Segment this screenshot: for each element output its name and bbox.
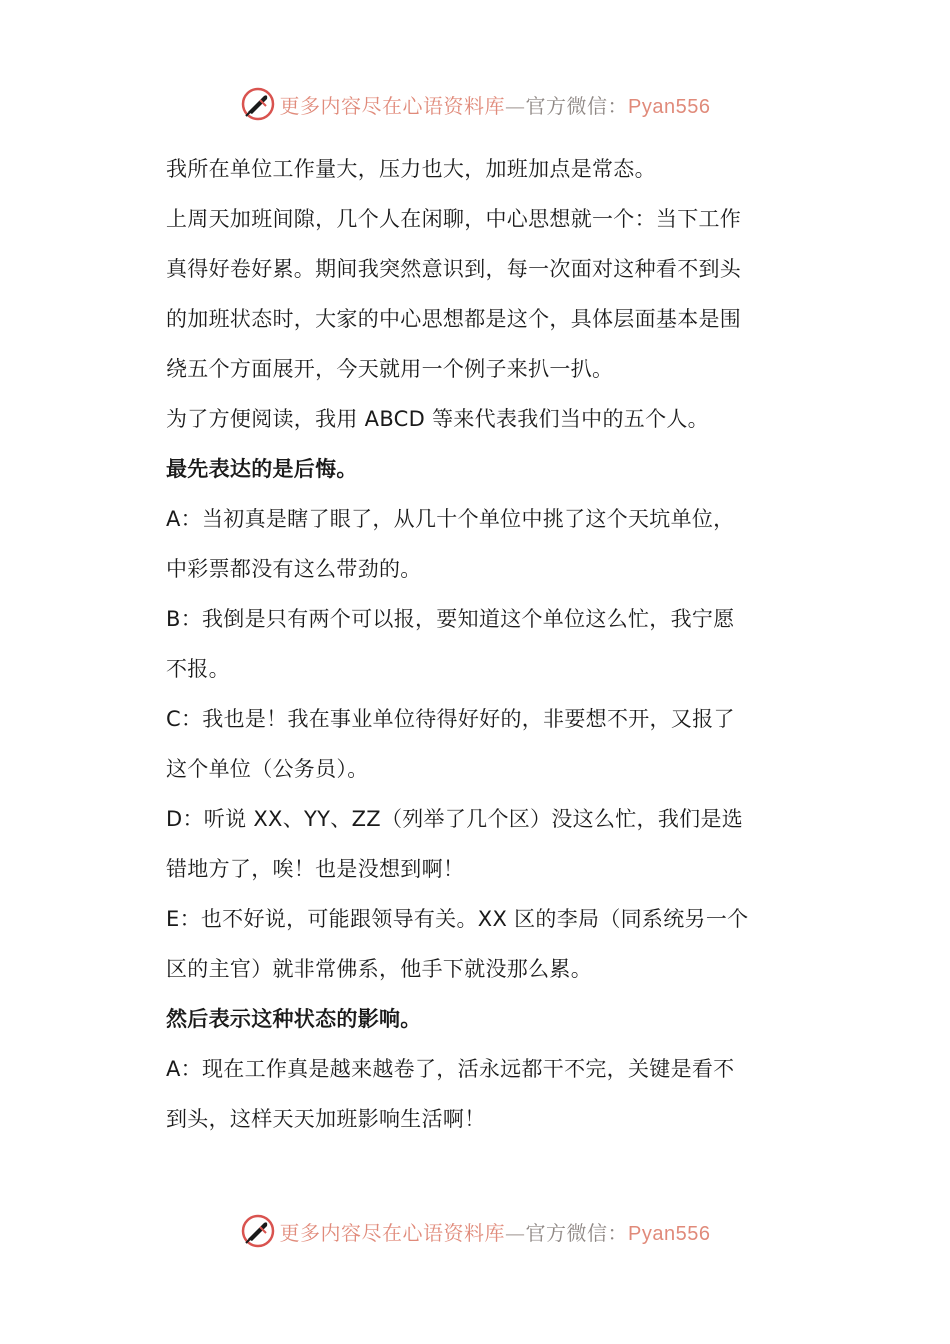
- section-heading: 然后表示这种状态的影响。: [166, 1007, 422, 1031]
- paragraph-line: 这个单位（公务员）。: [166, 757, 369, 781]
- watermark-main-text: 更多内容尽在心语资料库: [279, 1220, 506, 1245]
- footer-watermark: [0, 1211, 950, 1251]
- paragraph-line: C：我也是！我在事业单位待得好好的，非要想不开，又报了: [166, 707, 735, 731]
- watermark-main-text: 更多内容尽在心语资料库: [279, 93, 506, 118]
- watermark-id: Pyan556: [628, 1222, 711, 1245]
- paragraph-line: 真得好卷好累。期间我突然意识到，每一次面对这种看不到头: [166, 257, 742, 281]
- watermark-dash: —: [505, 93, 526, 118]
- paragraph-line: 错地方了，唉！也是没想到啊！: [166, 857, 465, 881]
- paragraph-line: 我所在单位工作量大，压力也大，加班加点是常态。: [166, 157, 656, 181]
- paragraph-line: 不报。: [166, 657, 230, 681]
- article-body: [166, 144, 806, 1144]
- feather-pen-logo-icon: [240, 1213, 276, 1249]
- watermark-wechat-label: 官方微信：: [525, 1220, 629, 1245]
- watermark-wechat-label: 官方微信：: [525, 93, 629, 118]
- paragraph-line: 为了方便阅读，我用 ABCD 等来代表我们当中的五个人。: [166, 407, 709, 431]
- paragraph-line: 的加班状态时，大家的中心思想都是这个，具体层面基本是围: [166, 307, 742, 331]
- paragraph-line: 到头，这样天天加班影响生活啊！: [166, 1107, 486, 1131]
- paragraph-line: B：我倒是只有两个可以报，要知道这个单位这么忙，我宁愿: [166, 607, 735, 631]
- section-heading: 最先表达的是后悔。: [166, 457, 358, 481]
- watermark-id: Pyan556: [628, 95, 711, 118]
- watermark-dash: —: [505, 1220, 526, 1245]
- paragraph-line: 区的主官）就非常佛系，他手下就没那么累。: [166, 957, 592, 981]
- watermark-text: [280, 1217, 711, 1246]
- header-watermark: [0, 84, 950, 124]
- paragraph-line: E：也不好说，可能跟领导有关。XX 区的李局（同系统另一个: [166, 907, 749, 931]
- watermark-text: [280, 90, 711, 119]
- paragraph-line: 绕五个方面展开，今天就用一个例子来扒一扒。: [166, 357, 614, 381]
- paragraph-line: D：听说 XX、YY、ZZ（列举了几个区）没这么忙，我们是选: [166, 807, 744, 831]
- paragraph-line: 中彩票都没有这么带劲的。: [166, 557, 422, 581]
- paragraph-line: A：现在工作真是越来越卷了，活永远都干不完，关键是看不: [166, 1057, 735, 1081]
- paragraph-line: A：当初真是瞎了眼了，从几十个单位中挑了这个天坑单位，: [166, 507, 735, 531]
- paragraph-line: 上周天加班间隙，几个人在闲聊，中心思想就一个：当下工作: [166, 207, 742, 231]
- feather-pen-logo-icon: [240, 86, 276, 122]
